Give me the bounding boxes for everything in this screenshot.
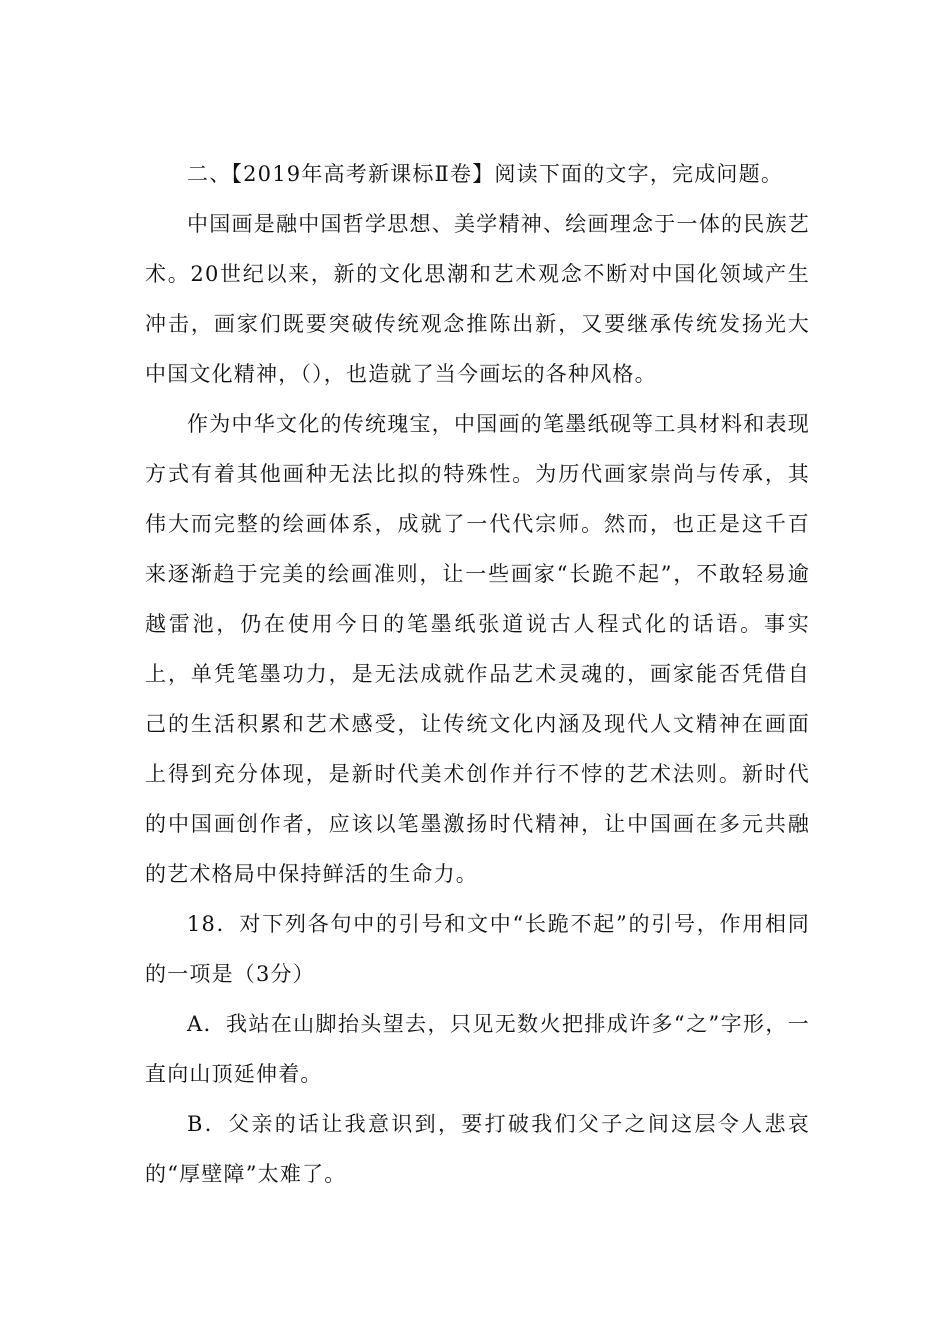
document-body xyxy=(145,149,810,1199)
passage-paragraph-1: 中国画是融中国哲学思想、美学精神、绘画理念于一体的民族艺术。20世纪以来，新的文化思潮和艺术观念不断对中国化领域产生冲击，画家们既要突破传统观念推陈出新，又要继承传统发扬光大中国文化精神，（），也造就了当今画坛的各种风格。 xyxy=(145,212,810,386)
section-heading: 二、【2019年高考新课标Ⅱ卷】阅读下面的文字，完成问题。 xyxy=(187,162,784,186)
question-stem: 18．对下列各句中的引号和文中“长跪不起”的引号，作用相同的一项是（3分） xyxy=(145,912,810,986)
option-a: A．我站在山脚抬头望去，只见无数火把排成许多“之”字形，一直向山顶延伸着。 xyxy=(145,1012,810,1086)
passage-paragraph-2: 作为中华文化的传统瑰宝，中国画的笔墨纸砚等工具材料和表现方式有着其他画种无法比拟的特殊性。为历代画家崇尚与传承，其伟大而完整的绘画体系，成就了一代代宗师。然而，也正是这千百来逐渐趋于完美的绘画准则，让一些画家“长跪不起”，不敢轻易逾越雷池，仍在使用今日的笔墨纸张道说古人程式化的话语。事实上，单凭笔墨功力，是无法成就作品艺术灵魂的，画家能否凭借自己的生活积累和艺术感受，让传统文化内涵及现代人文精神在画面上得到充分体现，是新时代美术创作并行不悖的艺术法则。新时代的中国画创作者，应该以笔墨激扬时代精神，让中国画在多元共融的艺术格局中保持鲜活的生命力。 xyxy=(145,412,810,886)
option-b: B．父亲的话让我意识到，要打破我们父子之间这层令人悲哀的“厚壁障”太难了。 xyxy=(145,1112,810,1186)
